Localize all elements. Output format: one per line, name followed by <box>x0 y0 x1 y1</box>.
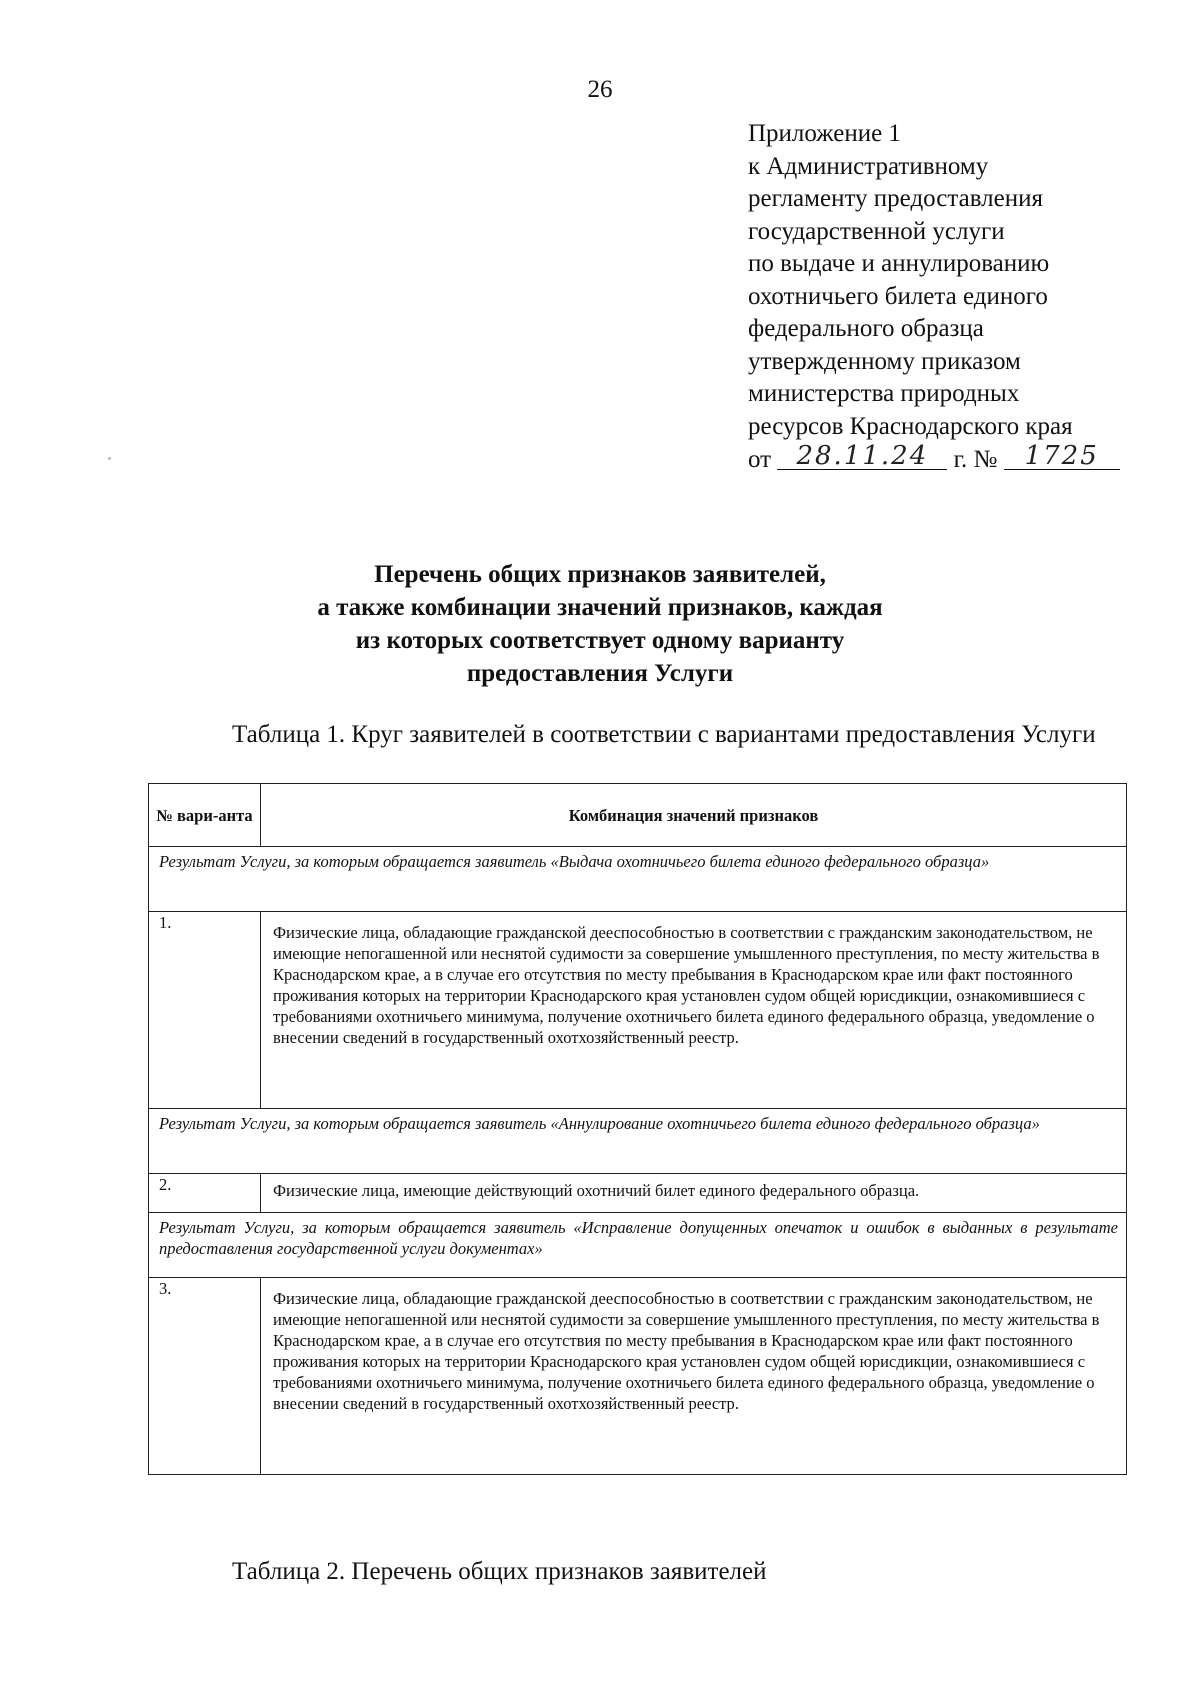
appendix-date-line <box>748 443 1168 477</box>
appendix-line: утвержденному приказом <box>748 347 1021 375</box>
applicants-table <box>148 783 1127 1475</box>
table-header-row <box>149 784 1127 847</box>
table-row <box>149 912 1127 1109</box>
variant-number: 1. <box>159 913 172 932</box>
section-row <box>149 1213 1127 1278</box>
section-title: Результат Услуги, за которым обращается заявитель «Исправление допущенных опечаток и ошибок в выданных в результате предоставления государственной услуги документах» <box>149 1213 1127 1278</box>
section-title: Результат Услуги, за которым обращается заявитель «Выдача охотничьего билета единого федерального образца» <box>149 847 1127 912</box>
appendix-block <box>748 118 1168 477</box>
date-prefix: от <box>748 446 772 473</box>
header-combination: Комбинация значений признаков <box>261 784 1127 847</box>
appendix-line: федерального образца <box>748 315 984 342</box>
variant-description: Физические лица, обладающие гражданской дееспособностью в соответствии с гражданским законодательством, не имеющие непогашенной или неснятой судимости за совершение умышленного преступления, по месту жительства в Краснодарском крае, а в случае его отсутствия по месту пребывания в Краснодарском крае или факт постоянного проживания которых на территории Краснодарского края установлен судом общей юрисдикции, ознакомившиеся с требованиями охотничьего минимума, получение охотничьего билета единого федерального образца, уведомление о внесении сведений в государственный охотхозяйственный реестр. <box>261 912 1127 1109</box>
handwritten-date: 28.11.24 <box>796 441 929 471</box>
title-line: из которых соответствует одному варианту <box>355 627 845 654</box>
variant-description: Физические лица, обладающие гражданской дееспособностью в соответствии с гражданским законодательством, не имеющие непогашенной или неснятой судимости за совершение умышленного преступления, по месту жительства в Краснодарском крае, а в случае его отсутствия по месту пребывания в Краснодарском крае или факт постоянного проживания которых на территории Краснодарского края установлен судом общей юрисдикции, ознакомившиеся с требованиями охотничьего минимума, получение охотничьего билета единого федерального образца, уведомление о внесении сведений в государственный охотхозяйственный реестр. <box>261 1278 1127 1475</box>
variant-description: Физические лица, имеющие действующий охотничий билет единого федерального образца. <box>261 1174 1127 1213</box>
title-line: предоставления Услуги <box>466 660 734 687</box>
document-title <box>100 558 1100 690</box>
section-row <box>149 847 1127 912</box>
table1-caption: Таблица 1. Круг заявителей в соответствии с вариантами предоставления Услуги <box>232 721 1096 748</box>
appendix-line: государственной услуги <box>748 217 1005 245</box>
appendix-line: министерства природных <box>748 380 1020 407</box>
header-variant-number: № вари-анта <box>149 784 261 847</box>
appendix-line: Приложение 1 <box>748 120 901 147</box>
handwritten-number: 1725 <box>1024 441 1099 471</box>
number-prefix: г. № <box>953 446 998 473</box>
variant-number-cell <box>149 1174 261 1213</box>
section-title: Результат Услуги, за которым обращается заявитель «Аннулирование охотничьего билета единого федерального образца» <box>149 1109 1127 1174</box>
table-row <box>149 1278 1127 1475</box>
title-line: Перечень общих признаков заявителей, <box>374 561 826 588</box>
variant-number: 3. <box>159 1279 172 1298</box>
variant-number-cell <box>149 1278 261 1475</box>
date-field <box>777 443 947 470</box>
title-line: а также комбинации значений признаков, каждая <box>317 594 883 621</box>
table2-caption: Таблица 2. Перечень общих признаков заявителей <box>232 1558 767 1585</box>
appendix-line: ресурсов Краснодарского края <box>748 412 1073 440</box>
section-row <box>149 1109 1127 1174</box>
appendix-line: регламенту предоставления <box>748 185 1044 212</box>
variant-number-cell <box>149 912 261 1109</box>
scan-artifact <box>108 457 111 460</box>
table-row <box>149 1174 1127 1213</box>
appendix-line: охотничьего билета единого <box>748 282 1048 310</box>
page-number: 26 <box>587 76 613 103</box>
number-field <box>1004 443 1120 470</box>
appendix-line: по выдаче и аннулированию <box>748 250 1050 277</box>
appendix-line: к Административному <box>748 152 989 180</box>
variant-number: 2. <box>159 1175 172 1194</box>
